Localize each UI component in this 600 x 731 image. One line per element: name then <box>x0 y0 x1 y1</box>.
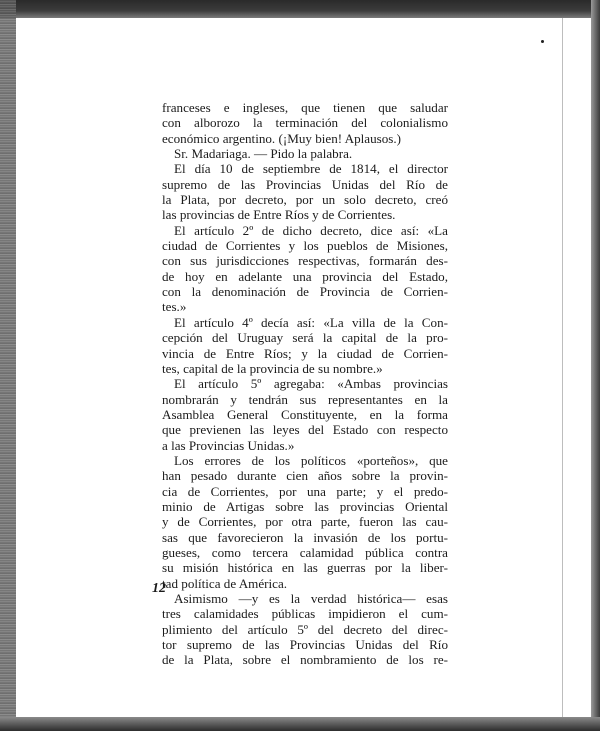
text-line: de hoy en adelante una provincia del Estado, <box>162 268 448 284</box>
text-line: nombrarán y tendrán sus representantes en la <box>162 391 448 407</box>
text-line: han pesado durante cien años sobre la provin- <box>162 468 448 484</box>
scan-border-bottom <box>0 717 600 731</box>
text-line: con la denominación de Provincia de Corrien- <box>162 284 448 300</box>
text-line: minio de Artigas sobre las provincias Oriental <box>162 498 448 514</box>
text-line: tor supremo de las Provincias Unidas del Río <box>162 637 448 653</box>
text-line: gueses, como tercera calamidad pública contra <box>162 544 448 560</box>
scan-border-left <box>0 0 16 731</box>
text-line: a las Provincias Unidas.» <box>162 437 295 453</box>
text-line: ciudad de Corrientes y los pueblos de Misiones, <box>162 238 448 254</box>
page-edge-line <box>562 18 563 717</box>
text-line: cia de Corrientes, por una parte; y el predo- <box>162 483 448 499</box>
text-line: la Plata, por decreto, por un solo decreto, creó <box>162 192 448 208</box>
text-line: tes.» <box>162 299 187 315</box>
text-line: económico argentino. (¡Muy bien! Aplausos.) <box>162 130 402 146</box>
scan-border-right <box>591 0 600 731</box>
text-line: tad política de América. <box>162 575 288 591</box>
text-line: cepción del Uruguay será la capital de la pro- <box>162 330 448 346</box>
page-number: 12 <box>152 581 166 596</box>
text-line: vincia de Entre Ríos; y la ciudad de Corrien- <box>162 345 448 361</box>
page-body-text <box>162 100 448 668</box>
text-line: franceses e ingleses, que tienen que saludar <box>162 100 448 115</box>
text-line: las provincias de Entre Ríos y de Corrientes. <box>162 207 396 223</box>
text-line: con sus jurisdicciones respectivas, formarán des- <box>162 253 448 269</box>
text-line: Asimismo —y es la verdad histórica— esas <box>174 591 448 606</box>
text-line: Asamblea General Constituyente, en la forma <box>162 406 448 422</box>
text-line: plimiento del artículo 5º del decreto del direc- <box>162 621 448 637</box>
text-line: El artículo 2º de dicho decreto, dice así: «La <box>174 222 448 238</box>
text-line: Los errores de los políticos «porteños», que <box>174 452 448 468</box>
text-line: supremo de las Provincias Unidas del Río de <box>162 176 448 192</box>
text-line: El día 10 de septiembre de 1814, el director <box>174 161 448 177</box>
text-line: su misión histórica en las guerras por la liber- <box>162 560 448 576</box>
text-line: y de Corrientes, por otra parte, fueron las cau- <box>162 514 448 530</box>
scan-border-top <box>0 0 600 18</box>
text-line: sas que favorecieron la invasión de los portu- <box>162 529 448 545</box>
scan-speck <box>541 40 544 43</box>
text-line: tres calamidades públicas impidieron el cum- <box>162 606 448 622</box>
text-line: de la Plata, sobre el nombramiento de los re- <box>162 652 448 668</box>
text-line: El artículo 5º agregaba: «Ambas provincias <box>174 376 448 392</box>
text-line: El artículo 4º decía así: «La villa de la Con- <box>174 314 448 330</box>
text-line: con alborozo la terminación del colonialismo <box>162 115 448 131</box>
text-line: tes, capital de la provincia de su nombre.» <box>162 360 383 376</box>
text-line: que previenen las leyes del Estado con respecto <box>162 422 448 438</box>
text-line: Sr. Madariaga. — Pido la palabra. <box>174 146 353 162</box>
